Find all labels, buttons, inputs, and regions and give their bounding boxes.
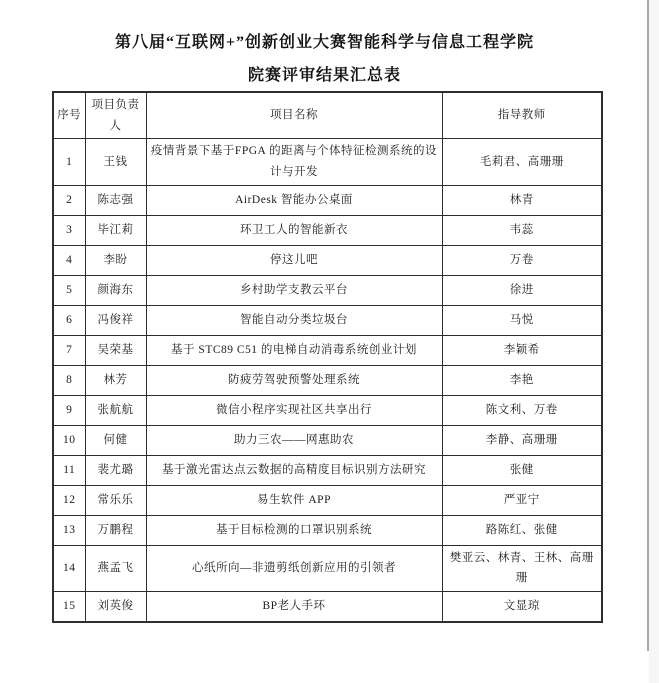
cell-project-leader: 毕江莉: [85, 215, 146, 245]
cell-number: 1: [53, 139, 85, 185]
cell-project-name: 助力三农——网惠助农: [146, 425, 442, 455]
title-line-2: 院赛评审结果汇总表: [247, 67, 401, 84]
cell-project-name: 基于激光雷达点云数据的高精度目标识别方法研究: [146, 455, 442, 485]
cell-project-name: 心纸所向—非遗剪纸创新应用的引领者: [146, 545, 442, 591]
cell-project-name: 智能自动分类垃圾台: [146, 305, 442, 335]
header-number: 序号: [53, 92, 85, 139]
cell-advisors: 韦蕊: [442, 215, 602, 245]
cell-number: 3: [53, 215, 85, 245]
table-row: [53, 139, 602, 185]
table-row: [53, 395, 602, 425]
cell-project-leader: 颜海东: [85, 275, 146, 305]
table-row: [53, 365, 602, 395]
cell-project-leader: 刘英俊: [85, 592, 146, 622]
cell-number: 2: [53, 185, 85, 215]
page-edge-line: [647, 0, 649, 651]
cell-project-leader: 李盼: [85, 245, 146, 275]
table-row: [53, 335, 602, 365]
cell-project-leader: 何健: [85, 425, 146, 455]
cell-project-name: 疫情背景下基于FPGA 的距离与个体特征检测系统的设计与开发: [146, 139, 442, 185]
page-background-strip: [649, 0, 659, 683]
cell-advisors: 樊亚云、林青、王林、高珊珊: [442, 545, 602, 591]
cell-advisors: 李颖希: [442, 335, 602, 365]
cell-advisors: 马悦: [442, 305, 602, 335]
table-header: [53, 92, 602, 139]
document-title: [0, 26, 649, 92]
cell-advisors: 路陈红、张健: [442, 515, 602, 545]
cell-number: 8: [53, 365, 85, 395]
cell-number: 7: [53, 335, 85, 365]
cell-project-leader: 陈志强: [85, 185, 146, 215]
cell-advisors: 毛莉君、高珊珊: [442, 139, 602, 185]
cell-project-leader: 吴荣基: [85, 335, 146, 365]
table-row: [53, 545, 602, 591]
header-advisors: 指导教师: [442, 92, 602, 139]
cell-project-name: 易生软件 APP: [146, 485, 442, 515]
cell-number: 6: [53, 305, 85, 335]
table-row: [53, 592, 602, 622]
cell-project-name: 环卫工人的智能新衣: [146, 215, 442, 245]
cell-number: 15: [53, 592, 85, 622]
cell-project-leader: 林芳: [85, 365, 146, 395]
cell-number: 11: [53, 455, 85, 485]
cell-project-leader: 张航航: [85, 395, 146, 425]
table-row: [53, 245, 602, 275]
cell-project-name: BP老人手环: [146, 592, 442, 622]
cell-advisors: 万卷: [442, 245, 602, 275]
header-row: [53, 92, 602, 139]
table-row: [53, 275, 602, 305]
cell-project-name: 停这儿吧: [146, 245, 442, 275]
cell-advisors: 李静、高珊珊: [442, 425, 602, 455]
cell-number: 13: [53, 515, 85, 545]
cell-advisors: 严亚宁: [442, 485, 602, 515]
table-row: [53, 215, 602, 245]
cell-project-leader: 燕孟飞: [85, 545, 146, 591]
header-project-name: 项目名称: [146, 92, 442, 139]
cell-project-leader: 万鹏程: [85, 515, 146, 545]
results-table: [52, 91, 603, 623]
cell-project-name: 微信小程序实现社区共享出行: [146, 395, 442, 425]
cell-project-name: 基于 STC89 C51 的电梯自动消毒系统创业计划: [146, 335, 442, 365]
cell-project-leader: 裴尤璐: [85, 455, 146, 485]
cell-project-leader: 冯俊祥: [85, 305, 146, 335]
cell-project-name: 防疲劳驾驶预警处理系统: [146, 365, 442, 395]
cell-advisors: 陈文利、万卷: [442, 395, 602, 425]
table-row: [53, 425, 602, 455]
table-row: [53, 305, 602, 335]
table-body: [53, 139, 602, 622]
table-row: [53, 455, 602, 485]
title-line-1: 第八届“互联网+”创新创业大赛智能科学与信息工程学院: [114, 34, 535, 51]
cell-advisors: 李艳: [442, 365, 602, 395]
cell-advisors: 林青: [442, 185, 602, 215]
cell-number: 14: [53, 545, 85, 591]
cell-number: 4: [53, 245, 85, 275]
cell-number: 9: [53, 395, 85, 425]
cell-project-name: 基于目标检测的口罩识别系统: [146, 515, 442, 545]
cell-advisors: 文显琼: [442, 592, 602, 622]
cell-project-name: 乡村助学支教云平台: [146, 275, 442, 305]
cell-advisors: 张健: [442, 455, 602, 485]
cell-project-leader: 王钱: [85, 139, 146, 185]
table-row: [53, 185, 602, 215]
cell-number: 12: [53, 485, 85, 515]
cell-project-name: AirDesk 智能办公桌面: [146, 185, 442, 215]
cell-number: 5: [53, 275, 85, 305]
header-project-leader: 项目负责人: [85, 92, 146, 139]
cell-project-leader: 常乐乐: [85, 485, 146, 515]
table-row: [53, 515, 602, 545]
cell-number: 10: [53, 425, 85, 455]
table-row: [53, 485, 602, 515]
cell-advisors: 徐进: [442, 275, 602, 305]
